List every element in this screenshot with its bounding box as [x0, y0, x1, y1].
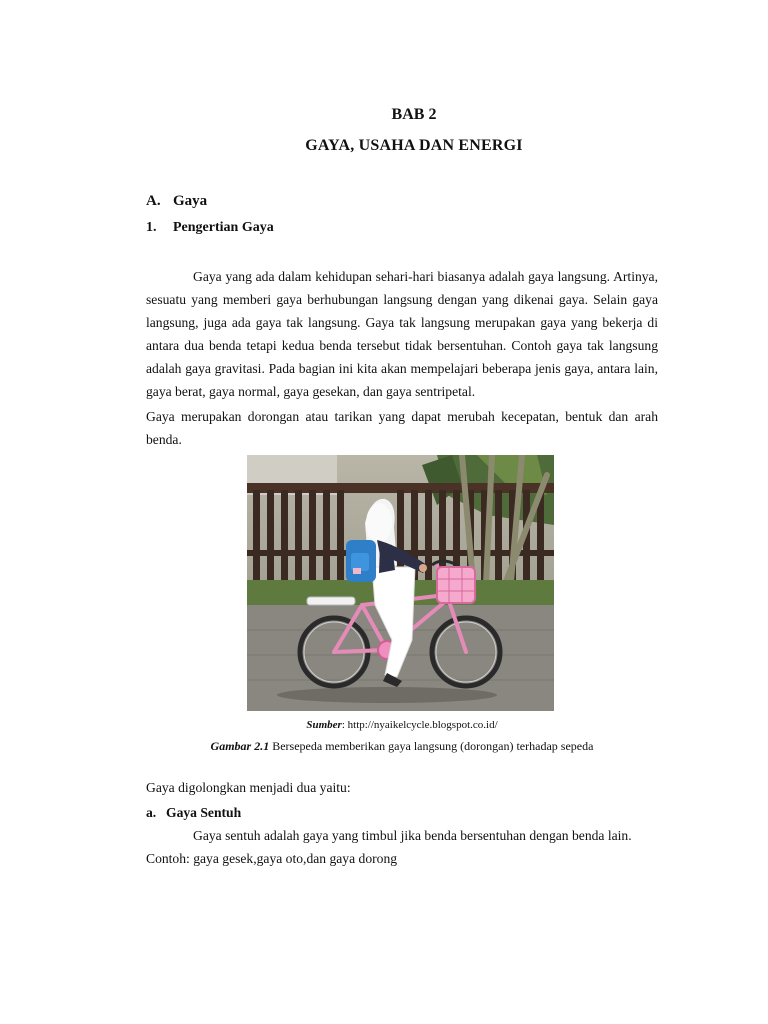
figure-source: [0, 719, 768, 731]
source-label: Sumber: [306, 719, 342, 731]
section-1-title: Pengertian Gaya: [173, 220, 274, 235]
section-1-heading: [146, 220, 274, 236]
section-1-number: 1.: [146, 220, 157, 235]
caption-label: Gambar 2.1: [210, 739, 270, 753]
chapter-label: BAB 2: [391, 106, 437, 123]
section-a-number: A.: [146, 193, 161, 209]
caption-text: Bersepeda memberikan gaya langsung (dorongan) terhadap sepeda: [269, 739, 594, 753]
bicycle-basket: [437, 567, 475, 603]
figure-bicycle-photo: [247, 455, 554, 711]
source-url: : http://nyaikelcycle.blogspot.co.id/: [341, 719, 498, 731]
figure-caption: [0, 739, 768, 754]
section-a-heading: [146, 193, 207, 210]
paragraph-definition: Gaya merupakan dorongan atau tarikan yang dapat merubah kecepatan, bentuk dan arah benda.: [146, 409, 658, 447]
subsection-a-letter: a.: [146, 805, 157, 820]
chapter-title: GAYA, USAHA DAN ENERGI: [305, 137, 523, 154]
paragraph-intro: Gaya yang ada dalam kehidupan sehari-hari biasanya adalah gaya langsung. Artinya, sesuatu yang memberi gaya berhubungan langsung dengan yang dikenai gaya. Selain gaya langsung, juga ada gaya tak langsung. Gaya tak langsung merupakan gaya yang bekerja di antara dua benda tetapi kedua benda tersebut tidak bersentuhan. Contoh gaya tak langsung adalah gaya gravitasi. Pada bagian ini kita akan mempelajari beberapa jenis gaya, antara lain, gaya berat, gaya normal, gaya gesekan, dan gaya sentripetal.: [146, 269, 658, 399]
paragraph-contact-force: Gaya sentuh adalah gaya yang timbul jika benda bersentuhan dengan benda lain.: [193, 828, 632, 843]
subsection-a-heading: [146, 805, 241, 821]
paragraph-examples: Contoh: gaya gesek,gaya oto,dan gaya dorong: [146, 851, 398, 866]
subsection-a-title: Gaya Sentuh: [166, 805, 242, 820]
classification-intro: Gaya digolongkan menjadi dua yaitu:: [146, 780, 351, 795]
section-a-title: Gaya: [173, 193, 208, 209]
